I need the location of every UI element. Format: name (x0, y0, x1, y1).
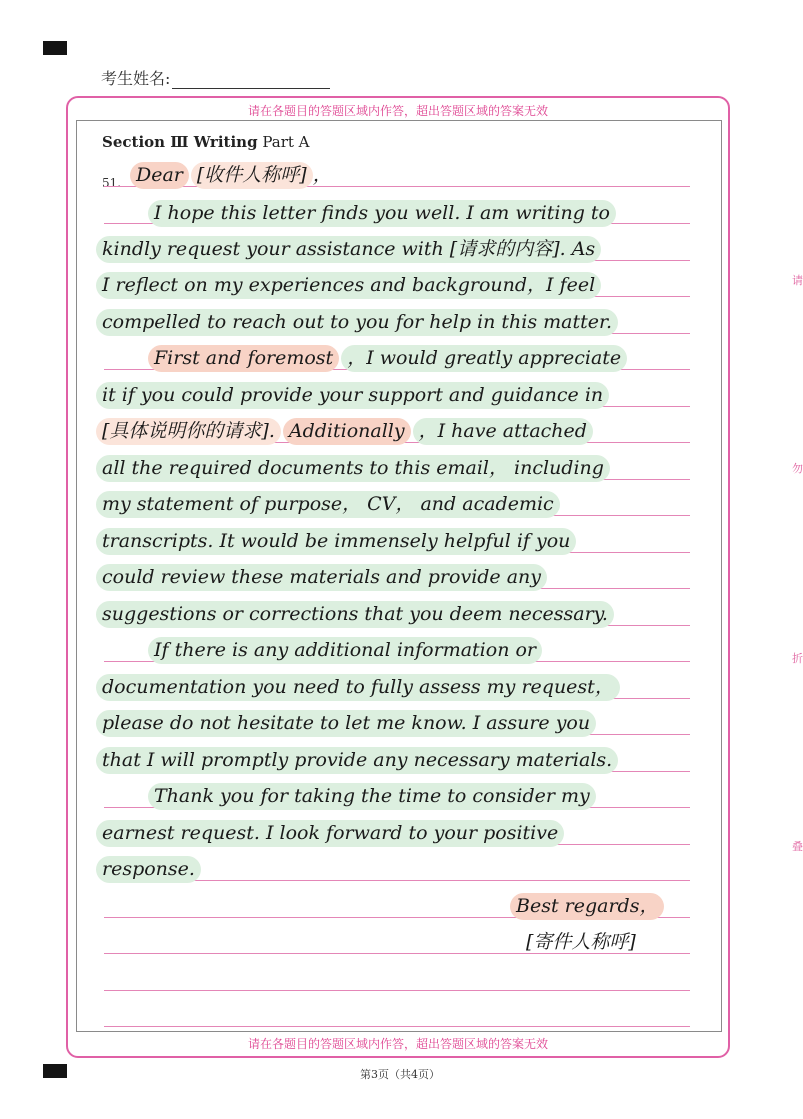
section-title-part: Part A (262, 133, 310, 151)
paragraph1-line2: kindly request your assistance with [请求的内容]. As (96, 236, 601, 263)
letter-line (96, 854, 201, 884)
signature-sender: [寄件人称呼] (526, 930, 636, 953)
section-title (102, 133, 310, 151)
paragraph1-line3: I reflect on my experiences and background，I feel (96, 272, 601, 299)
paragraph1-line4: compelled to reach out to you for help in this matter. (96, 309, 618, 336)
greeting-dear: Dear (130, 162, 189, 189)
letter-line (96, 599, 614, 629)
paragraph4-line3: response. (96, 856, 201, 883)
letter-line (148, 198, 616, 228)
edge-mark: 勿 (792, 462, 803, 475)
edge-mark: 请 (792, 274, 803, 287)
letter-line (96, 562, 547, 592)
paragraph4-line2: earnest request. I look forward to your positive (96, 820, 564, 847)
letter-line (96, 526, 576, 556)
section-title-bold: Section Ⅲ Writing (102, 133, 258, 151)
letter-line (96, 307, 618, 337)
paragraph3-line2: documentation you need to fully assess my request， (96, 674, 620, 701)
letter-line (148, 781, 596, 811)
paragraph3-line1: If there is any additional information or (148, 637, 542, 664)
guide-line (104, 990, 690, 991)
letter-line (96, 234, 601, 264)
paragraph2-additionally: Additionally (283, 418, 411, 445)
paragraph2-line1-rest: ，I would greatly appreciate (341, 345, 627, 372)
warning-bottom: 请在各题目的答题区域内作答，超出答题区域的答案无效 (247, 1037, 548, 1051)
candidate-name-label: 考生姓名: (101, 69, 171, 88)
letter-line (148, 635, 542, 665)
paragraph2-line5: my statement of purpose， CV， and academic (96, 491, 560, 518)
paragraph3-line4: that I will promptly provide any necessary materials. (96, 747, 618, 774)
candidate-name-row (101, 66, 330, 89)
question-number: 51. (102, 176, 122, 190)
letter-line (96, 453, 610, 483)
paragraph4-line1: Thank you for taking the time to consider my (148, 783, 596, 810)
letter-line (96, 672, 620, 702)
edge-mark: 折 (792, 652, 803, 665)
letter-line (96, 489, 560, 519)
candidate-name-blank (172, 70, 330, 89)
signature-line (520, 927, 642, 957)
paragraph2-line4: all the required documents to this email， including (96, 455, 610, 482)
page-number: 第3页（共4页） (360, 1068, 440, 1081)
paragraph1-line1: I hope this letter finds you well. I am writing to (148, 200, 616, 227)
letter-line (148, 343, 627, 373)
registration-mark-top (43, 41, 67, 55)
greeting-comma: ， (312, 163, 332, 186)
letter-line (96, 380, 609, 410)
closing-best-regards: Best regards， (510, 893, 664, 920)
greeting-line (130, 160, 332, 190)
paragraph3-line3: please do not hesitate to let me know. I assure you (96, 710, 596, 737)
paragraph2-line3-rest: ，I have attached (413, 418, 593, 445)
paragraph2-request-bracket: [具体说明你的请求]. (96, 418, 281, 445)
closing-line (510, 891, 664, 921)
letter-line (96, 818, 564, 848)
paragraph2-line7: could review these materials and provide any (96, 564, 547, 591)
letter-line (96, 708, 596, 738)
letter-line (96, 416, 593, 446)
paragraph2-line2: it if you could provide your support and guidance in (96, 382, 609, 409)
guide-line (104, 1026, 690, 1027)
warning-top: 请在各题目的答题区域内作答，超出答题区域的答案无效 (247, 104, 548, 118)
letter-line (96, 270, 601, 300)
paragraph2-line8: suggestions or corrections that you deem necessary. (96, 601, 614, 628)
greeting-recipient: [收件人称呼] (191, 162, 313, 189)
paragraph2-first-and-foremost: First and foremost (148, 345, 339, 372)
paragraph2-line6: transcripts. It would be immensely helpful if you (96, 528, 576, 555)
edge-mark: 叠 (792, 840, 803, 853)
letter-line (96, 745, 618, 775)
